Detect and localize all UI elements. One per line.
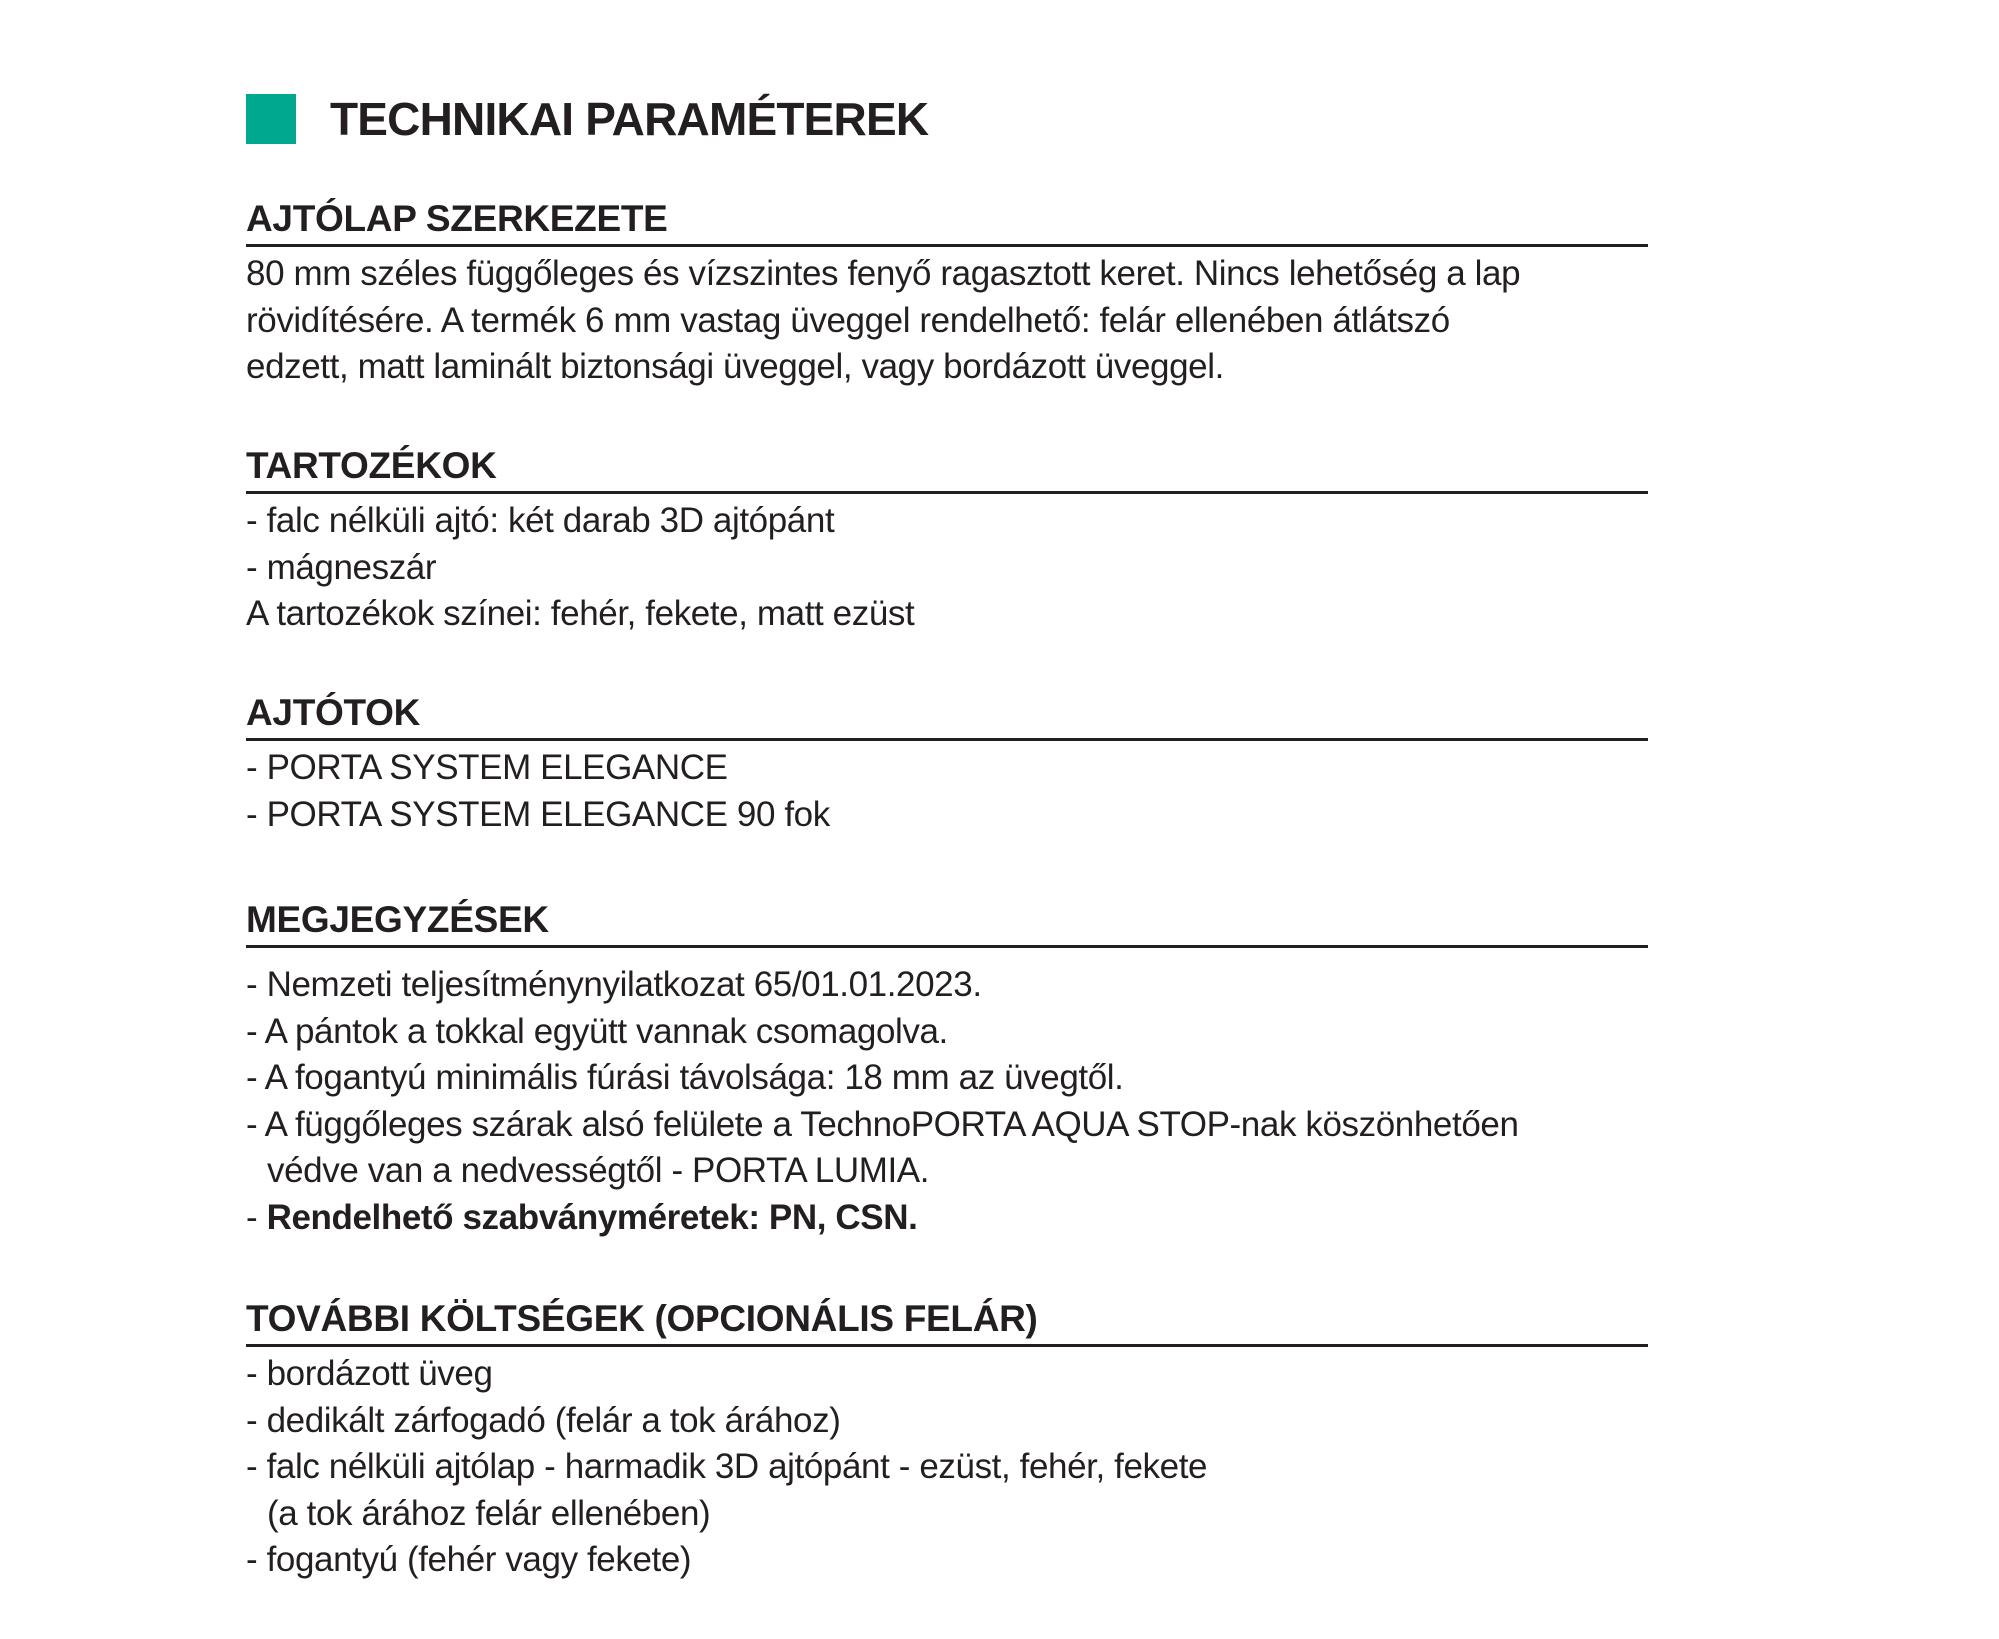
section-door-frame — [246, 690, 1648, 838]
section-body — [246, 1351, 1648, 1584]
section-door-leaf-structure — [246, 196, 1648, 391]
list-item: - A pántok a tokkal együtt vannak csomagolva. — [246, 1011, 948, 1051]
section-additional-costs — [246, 1296, 1648, 1584]
list-item: - bordázott üveg — [246, 1354, 493, 1393]
section-notes — [246, 897, 1648, 1241]
standard-sizes-text: Rendelhető szabványméretek: PN, CSN. — [266, 1197, 918, 1237]
list-item: - PORTA SYSTEM ELEGANCE — [246, 748, 728, 787]
list-item: - mágneszár — [246, 547, 437, 587]
list-item: - fogantyú (fehér vagy fekete) — [246, 1540, 692, 1579]
body-line: 80 mm széles függőleges és vízszintes fenyő ragasztott keret. Nincs lehetőség a lap — [246, 254, 1521, 293]
list-item: - A függőleges szárak alsó felülete a TechnoPORTA AQUA STOP-nak köszönhetően — [246, 1104, 1519, 1144]
list-item: - dedikált zárfogadó (felár a tok árához) — [246, 1400, 841, 1440]
list-item: - falc nélküli ajtólap - harmadik 3D ajtópánt - ezüst, fehér, fekete — [246, 1447, 1208, 1486]
section-heading: AJTÓTOK — [246, 690, 1648, 741]
section-body — [246, 962, 1648, 1241]
section-heading: MEGJEGYZÉSEK — [246, 897, 1648, 948]
section-body — [246, 498, 1648, 638]
section-accessories — [246, 443, 1648, 638]
section-heading: TARTOZÉKOK — [246, 443, 1648, 494]
body-line: rövidítésére. A termék 6 mm vastag üveggel rendelhető: felár ellenében átlátszó — [246, 300, 1450, 340]
section-body — [246, 251, 1648, 391]
section-heading: AJTÓLAP SZERKEZETE — [246, 196, 1648, 247]
body-line: A tartozékok színei: fehér, fekete, matt ezüst — [246, 594, 915, 633]
list-item: - falc nélküli ajtó: két darab 3D ajtópánt — [246, 501, 835, 540]
list-item-bold — [246, 1195, 1648, 1242]
list-item: - Nemzeti teljesítménynyilatkozat 65/01.01.2023. — [246, 965, 982, 1004]
list-item-continuation: (a tok árához felár ellenében) — [267, 1493, 711, 1533]
accent-square-icon — [246, 94, 296, 144]
list-item: - PORTA SYSTEM ELEGANCE 90 fok — [246, 794, 830, 834]
body-line: edzett, matt laminált biztonsági üveggel, vagy bordázott üveggel. — [246, 347, 1224, 386]
page-title: TECHNIKAI PARAMÉTEREK — [330, 93, 929, 145]
list-item-dash: - — [246, 1197, 267, 1237]
section-body — [246, 745, 1648, 838]
page-title-row — [246, 93, 928, 145]
section-heading: TOVÁBBI KÖLTSÉGEK (OPCIONÁLIS FELÁR) — [246, 1296, 1648, 1347]
list-item: - A fogantyú minimális fúrási távolsága: 18 mm az üvegtől. — [246, 1058, 1124, 1097]
list-item-continuation: védve van a nedvességtől - PORTA LUMIA. — [267, 1151, 930, 1190]
